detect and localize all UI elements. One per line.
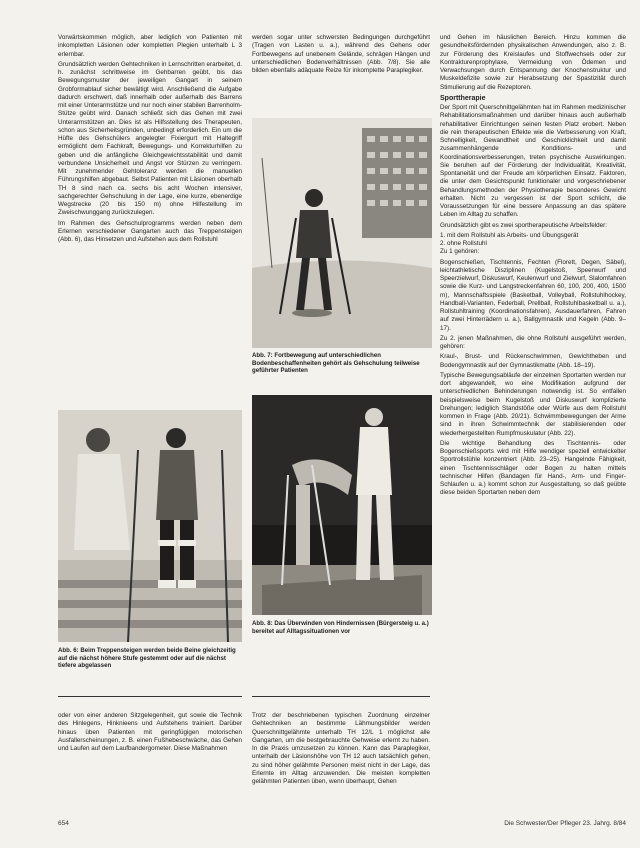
paragraph: Grundsätzlich werden Gehtechniken in Lernschritten erarbeitet, d. h. zunächst schrittweise im Gehbarren geübt, bis das Bewegungsmuster der jeweiligen Gangart in seinem Grobformablauf sicher bewältigt wird. Anschließend die Aufgabe dadurch erschwert, daß innerhalb oder außerhalb des Barrens mit einer Unterarmstütze und nur noch einer stabilen Barrenholm-Stütze geübt wird. Danach schließt sich das Gehen mit zwei Unterarmstützen an. Dies ist als Hilfsstellung des Therapeuten, schon aus Sicherheitsgründen, unbedingt erforderlich. Ein um die Hüfte des Gehschülers angelegter Fixiergurt mit Haltegriff ermöglicht dem Fachkraft, Bewegungs- und Korrekturhilfen zu geben und die anfängliche Gleichgewichtsstabilität und damit verbundene Unsicherheit und Angst vor Stürzen zu verringern. Mit zunehmender Gehtoleranz werden die manuellen Führungshilfen abgebaut. Selbst Patienten mit Läsionen oberhalb TH 8 sind nach ca. sechs bis acht Wochen intensiver, sachgerechter Gehschulung in der Lage, eine kurze, ebenerdige Wegstrecke (20 bis 150 m) ohne Hilfestellung im Zweischwunggang zurückzulegen.: [58, 60, 242, 217]
column-1-bottom: [58, 712, 242, 810]
photo-fig7-walking-crutches: [252, 118, 432, 348]
page-number: 654: [58, 820, 69, 827]
paragraph: Der Sport mit Querschnittgelähmten hat im Rahmen medizinischer Rehabilitationsmaßnahmen und darüber hinaus auch außerhalb rehabilitativer Einrichtungen seinen festen Platz erobert. Neben die rein therapeutischen Effekte wie die Verbesserung von Kraft, Schnelligkeit, Gewandtheit und Geschicklichkeit und damit zusammenhängende Konditions- und Koordinationsverbesserungen, treten psychische Auswirkungen. Sie beruhen auf der Förderung der Individualität, Kreativität, Spontaneität und der Freude am körperlichen Einsatz. Faktoren, die unter dem Gesichtspunkt funktionaler und vorgeschriebener Behandlungsmethoden der Physiotherapie besonderes Gewicht erhalten. Nicht zu vergessen ist der Sport schlicht, die Voraussetzungen für eine bessere Anpassung an das spätere Leben im Alltag zu schaffen.: [440, 104, 626, 219]
paragraph: Grundsätzlich gibt es zwei sportherapeutische Arbeitsfelder:: [440, 221, 607, 229]
paragraph: Kraul-, Brust- und Rückenschwimmen, Gewichtheben und Bodengymnastik auf der Gymnastikmatte (Abb. 18–19).: [440, 353, 626, 369]
paragraph: oder von einer anderen Sitzgelegenheit, gut sowie die Technik des Hinlegens, Hinknieens und Aufstehens trainiert. Darüber hinaus üben Patienten mit geringfügigen motorischen Ausfallerscheinungen, z. B. einen Fußhebeschwäche, das Gehen und Laufen auf dem Laufbandergometer. Diese Maßnahmen: [58, 712, 242, 752]
photo-fig6-stairs: [58, 410, 242, 642]
subheading: Zu 1 gehören:: [440, 248, 480, 256]
paragraph: Zu 2. jenen Maßnahmen, die ohne Rollstuhl ausgeführt werden, gehören:: [440, 334, 626, 350]
column-2-bottom: [252, 712, 430, 812]
section-heading-sporttherapie: Sporttherapie: [440, 94, 486, 102]
list-item: 1. mit dem Rollstuhl als Arbeits- und Übungsgerät: [440, 231, 579, 239]
column-3: [440, 34, 626, 814]
paragraph: Vorwärtskommen möglich, aber lediglich von Patienten mit inkompletten Läsionen oder kompletten Plegien unterhalb L 3 erlernbar.: [58, 34, 242, 58]
journal-source: Die Schwester/Der Pfleger 23. Jahrg. 8/84: [504, 820, 626, 827]
list-item: 2. ohne Rollstuhl: [440, 240, 487, 247]
caption-fig8: Abb. 8: Das Überwinden von Hindernissen (Bürgersteig u. a.) bereitet auf Alltagssituationen vor: [252, 620, 429, 635]
caption-fig6: Abb. 6: Beim Treppensteigen werden beide Beine gleichzeitig auf die nächst höhere Stufe gestemmt oder auf die nächst tiefere abgelassen: [58, 647, 236, 670]
paragraph: Die wichtige Behandlung des Tischtennis- oder Bogenschießsports wird mit Hilfe wendiger speziell entwickelter Sportrollstühle konzentriert (Abb. 23–25). Hangelnde Fähigkeit, einen Tischtennisschläger oder Bogen zu halten mittels technischer Hilfen (Bandagen für Hand-, Arm- und Finger-Schlaufen u. a.) kommt schon zur Ausgestaltung, so daß geübte diese beiden Sportarten neben dem: [440, 439, 626, 497]
divider: [252, 696, 430, 697]
numbered-list: [440, 232, 626, 249]
photo-fig8-obstacles: [252, 395, 432, 615]
paragraph: Typische Bewegungsabläufe der einzelnen Sportarten werden nur dort abgewandelt, wo eine Modifikation aufgrund der unterschiedlichen Behinderungen notwendig ist. So entfallen beispielsweise beim Kugelstoß und Diskuswurf komplizierte Drehungen; lediglich Standstöße oder Würfe aus dem Rollstuhl kommen in Frage (Abb. 20/21). Schwimmbewegungen der Arme sind in ihren Schwimmtechnik der stabilisierenden oder wiederhergestellten Rumpfmuskulatur (Abb. 22).: [440, 371, 626, 437]
column-2-top: [252, 34, 430, 104]
paragraph: Im Rahmen des Gehschulprogramms werden neben dem Erlernen verschiedener Gangarten auch das Treppensteigen (Abb. 6), das Hinsetzen und Aufstehen aus dem Rollstuhl: [58, 219, 242, 243]
column-1-top: [58, 34, 242, 404]
divider: [58, 696, 242, 697]
caption-fig7: Abb. 7: Fortbewegung auf unterschiedlichen Bodenbeschaffenheiten gehört als Gehschulung teilweise geführter Patienten: [252, 352, 420, 375]
paragraph: werden sogar unter schwersten Bedingungen durchgeführt (Tragen von Lasten u. a.), während des Gehens oder Fortbewegens auf unebenem Gelände, schrägen Hängen und unterschiedlichen Bodenverhältnissen (Abb. 7/8). Sie alle bilden ebenfalls adäquate Reize für inkomplette Paraplegiker.: [252, 34, 430, 74]
paragraph: und Gehen im häuslichen Bereich. Hinzu kommen die gesundheitsfördernden physikalischen Anwendungen, also z. B. zur Förderung des Kreislaufes und Stoffwechsels oder zur Kontrakturenprophylaxe, Vermeidung von Ödemen und Verwachsungen durch Entspannung der Knochenstruktur und Muskeldefizite sowie zur Herabsetzung der Spastizität durch Stimulierung auf die Rezeptoren.: [440, 34, 626, 91]
paragraph: Trotz der beschriebenen typischen Zuordnung einzelner Gehtechniken an bestimmte Lähmungsbilder werden Querschnittgelähmte unterhalb TH 12/L 1 möglichst alle Gangarten, um die bestgebrauchte Gehweise erlernt zu haben. In die Praxis umzusetzen zu können. Kann das Paraplegiker, unterhalb der Läsionshöhe von TH 12 auch tatsächlich gehen, zu sind höher gelähmte Personen meist nicht in der Lage, das Erlernte im Alltag anzuwenden. Die meisten kompletten gelähmten Patienten üben, wenn überhaupt, Gehen: [252, 712, 430, 785]
paragraph: Bogenschießen, Tischtennis, Fechten (Florett, Degen, Säbel), leichtathletische Disziplinen (Kugelstoß, Speerwurf und Speerzielwurf, Diskuswurf, Keulenwurf und Zielwurf, Slalomfahren sowie die Kurz- und Langstreckenfahren 60, 100, 200, 400, 1500 m), Mannschaftsspiele (Basketball, Volleyball, Rollstuhlhockey, Handball-Varianten, Federball, Prellball, Rollstuhlbasketball u. a.), Rollstuhltraining (Koordinationsfahren), Ausdauerfahren, Fahren auf zwei Hinterrädern u. a.), Ballgymnastik und Kegeln (Abb. 9–17).: [440, 258, 626, 332]
